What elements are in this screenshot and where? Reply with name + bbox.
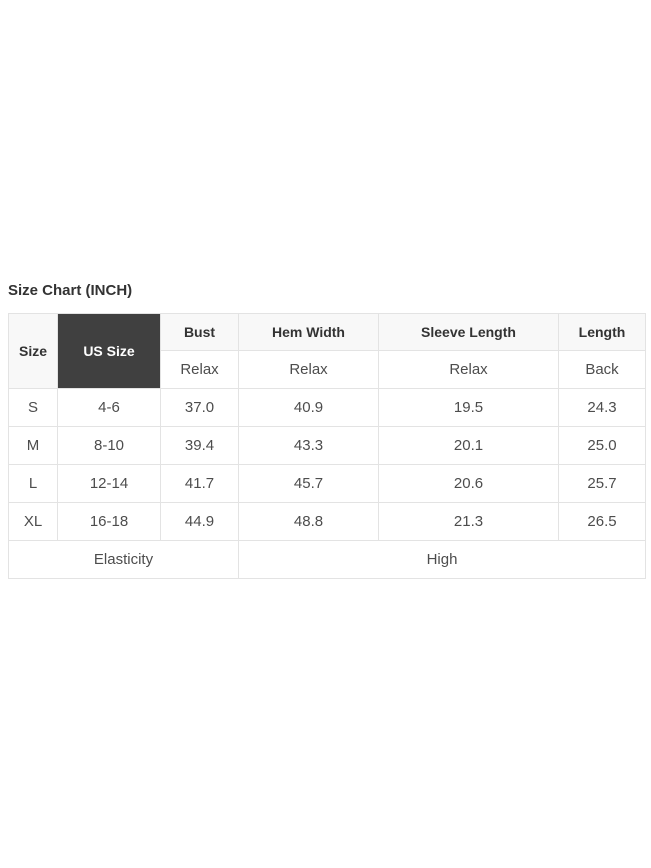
subheader-length: Back xyxy=(559,351,646,389)
size-chart-section xyxy=(8,283,646,579)
column-header-hem-width: Hem Width xyxy=(239,314,379,351)
cell-bust: 41.7 xyxy=(161,465,239,503)
cell-length: 25.7 xyxy=(559,465,646,503)
cell-size: L xyxy=(9,465,58,503)
cell-hem-width: 40.9 xyxy=(239,389,379,427)
column-header-bust: Bust xyxy=(161,314,239,351)
cell-hem-width: 48.8 xyxy=(239,503,379,541)
cell-us-size: 12-14 xyxy=(58,465,161,503)
page-title: Size Chart (INCH) xyxy=(8,282,133,299)
table-row-xl xyxy=(9,503,646,541)
cell-length: 24.3 xyxy=(559,389,646,427)
cell-us-size: 16-18 xyxy=(58,503,161,541)
cell-size: M xyxy=(9,427,58,465)
table-row-m xyxy=(9,427,646,465)
elasticity-row xyxy=(9,541,646,579)
cell-hem-width: 45.7 xyxy=(239,465,379,503)
column-header-us-size: US Size xyxy=(58,314,161,389)
column-header-sleeve-length: Sleeve Length xyxy=(379,314,559,351)
cell-bust: 44.9 xyxy=(161,503,239,541)
header-row-main xyxy=(9,314,646,351)
cell-length: 25.0 xyxy=(559,427,646,465)
table-row-l xyxy=(9,465,646,503)
subheader-hem-width: Relax xyxy=(239,351,379,389)
elasticity-value: High xyxy=(239,541,646,579)
subheader-sleeve-length: Relax xyxy=(379,351,559,389)
table-row-s xyxy=(9,389,646,427)
subheader-bust: Relax xyxy=(161,351,239,389)
cell-bust: 37.0 xyxy=(161,389,239,427)
cell-hem-width: 43.3 xyxy=(239,427,379,465)
column-header-length: Length xyxy=(559,314,646,351)
cell-length: 26.5 xyxy=(559,503,646,541)
cell-size: S xyxy=(9,389,58,427)
cell-size: XL xyxy=(9,503,58,541)
elasticity-label: Elasticity xyxy=(9,541,239,579)
cell-sleeve-length: 19.5 xyxy=(379,389,559,427)
size-chart-table xyxy=(8,313,646,579)
cell-sleeve-length: 20.6 xyxy=(379,465,559,503)
cell-sleeve-length: 21.3 xyxy=(379,503,559,541)
cell-sleeve-length: 20.1 xyxy=(379,427,559,465)
cell-bust: 39.4 xyxy=(161,427,239,465)
column-header-size: Size xyxy=(9,314,58,389)
cell-us-size: 4-6 xyxy=(58,389,161,427)
cell-us-size: 8-10 xyxy=(58,427,161,465)
